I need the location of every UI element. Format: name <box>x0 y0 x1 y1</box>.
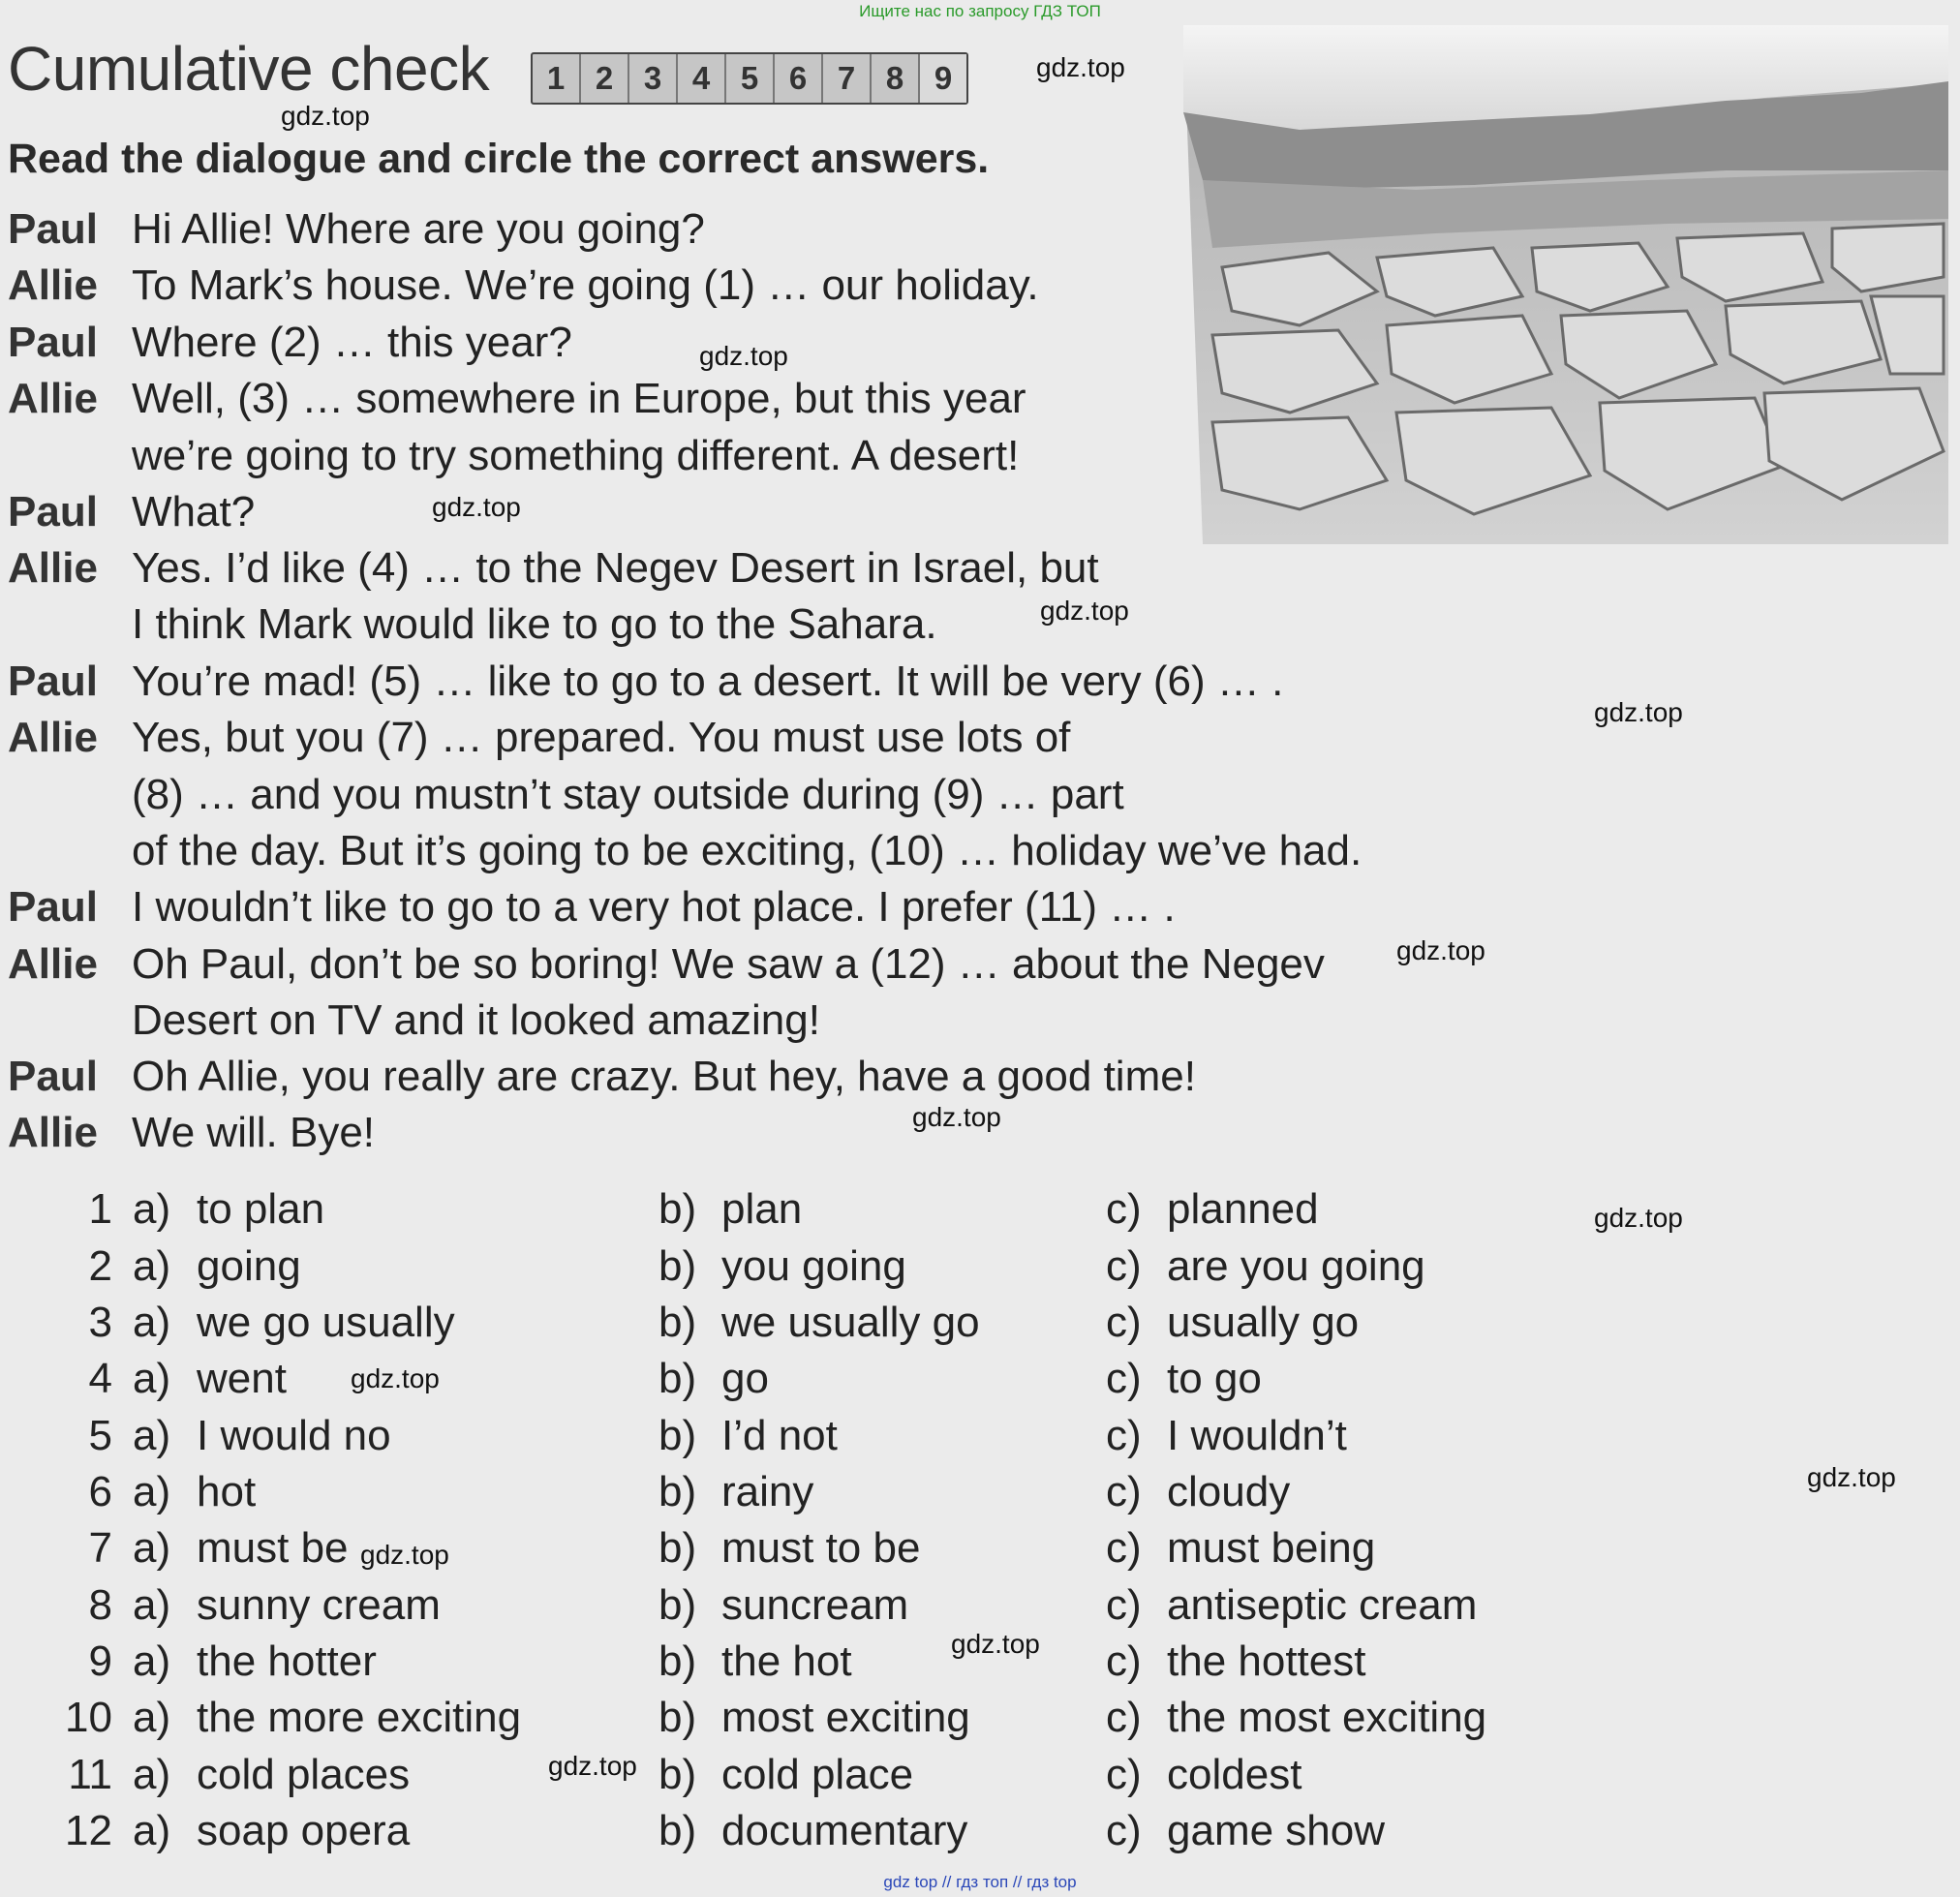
option-a[interactable]: to plan <box>197 1185 325 1233</box>
question-number: 3 <box>88 1299 112 1346</box>
option-letter: c) <box>1106 1242 1142 1290</box>
page-title: Cumulative check <box>8 34 490 104</box>
question-number: 2 <box>88 1242 112 1290</box>
watermark: gdz.top <box>1040 596 1129 626</box>
progress-step: 6 <box>775 54 823 103</box>
option-a[interactable]: sunny cream <box>197 1581 441 1629</box>
question-number: 12 <box>65 1807 112 1854</box>
speaker-name: Allie <box>8 714 98 761</box>
progress-step: 5 <box>726 54 775 103</box>
option-b[interactable]: I’d not <box>721 1412 838 1459</box>
option-letter: b) <box>658 1468 697 1515</box>
watermark: gdz.top <box>432 492 521 522</box>
progress-step: 3 <box>629 54 678 103</box>
dialogue-text: Yes. I’d like (4) … to the Negev Desert in Israel, but <box>132 544 1099 592</box>
watermark: gdz.top <box>1594 1203 1683 1233</box>
option-a[interactable]: the more exciting <box>197 1694 522 1741</box>
option-a[interactable]: we go usually <box>197 1299 455 1346</box>
option-c[interactable]: the most exciting <box>1167 1694 1487 1741</box>
option-a[interactable]: going <box>197 1242 301 1290</box>
option-letter: b) <box>658 1299 697 1346</box>
option-c[interactable]: planned <box>1167 1185 1319 1233</box>
progress-step: 9 <box>920 54 966 103</box>
option-c[interactable]: cloudy <box>1167 1468 1291 1515</box>
dialogue-text: We will. Bye! <box>132 1109 376 1156</box>
option-a[interactable]: hot <box>197 1468 257 1515</box>
option-c[interactable]: to go <box>1167 1355 1262 1402</box>
option-letter: c) <box>1106 1355 1142 1402</box>
progress-step: 1 <box>533 54 581 103</box>
watermark: gdz.top <box>1807 1462 1896 1492</box>
speaker-name: Paul <box>8 1053 98 1100</box>
option-letter: a) <box>133 1412 171 1459</box>
option-a[interactable]: must be <box>197 1524 349 1572</box>
question-number: 9 <box>88 1637 112 1685</box>
option-a[interactable]: soap opera <box>197 1807 411 1854</box>
watermark: gdz.top <box>699 341 788 371</box>
option-letter: c) <box>1106 1468 1142 1515</box>
option-c[interactable]: the hottest <box>1167 1637 1366 1685</box>
option-a[interactable]: the hotter <box>197 1637 377 1685</box>
dialogue-text: Hi Allie! Where are you going? <box>132 205 705 253</box>
option-b[interactable]: suncream <box>721 1581 909 1629</box>
instruction: Read the dialogue and circle the correct answers. <box>8 136 990 182</box>
option-letter: a) <box>133 1807 171 1854</box>
option-letter: c) <box>1106 1524 1142 1572</box>
question-number: 1 <box>88 1185 112 1233</box>
watermark: gdz.top <box>1594 697 1683 727</box>
option-letter: a) <box>133 1694 171 1741</box>
dialogue-text: I think Mark would like to go to the Sahara. <box>132 600 937 648</box>
dialogue-text: To Mark’s house. We’re going (1) … our holiday. <box>132 261 1039 309</box>
option-letter: c) <box>1106 1751 1142 1798</box>
option-b[interactable]: rainy <box>721 1468 814 1515</box>
question-number: 11 <box>68 1751 112 1798</box>
dialogue-text: Yes, but you (7) … prepared. You must use lots of <box>132 714 1071 761</box>
option-letter: b) <box>658 1242 697 1290</box>
option-letter: a) <box>133 1185 171 1233</box>
watermark: gdz.top <box>1396 935 1485 965</box>
option-c[interactable]: must being <box>1167 1524 1376 1572</box>
option-letter: c) <box>1106 1694 1142 1741</box>
speaker-name: Allie <box>8 940 98 988</box>
option-letter: a) <box>133 1299 171 1346</box>
option-letter: c) <box>1106 1807 1142 1854</box>
speaker-name: Allie <box>8 261 98 309</box>
option-b[interactable]: most exciting <box>721 1694 970 1741</box>
watermark: gdz.top <box>951 1629 1040 1659</box>
option-letter: b) <box>658 1807 697 1854</box>
option-a[interactable]: I would no <box>197 1412 391 1459</box>
option-b[interactable]: documentary <box>721 1807 968 1854</box>
option-letter: c) <box>1106 1185 1142 1233</box>
option-letter: a) <box>133 1524 171 1572</box>
watermark: gdz.top <box>360 1540 449 1570</box>
option-letter: c) <box>1106 1299 1142 1346</box>
question-number: 7 <box>88 1524 112 1572</box>
dialogue-text: Desert on TV and it looked amazing! <box>132 996 820 1044</box>
question-number: 4 <box>88 1355 112 1402</box>
progress-step: 4 <box>678 54 726 103</box>
progress-step: 2 <box>581 54 629 103</box>
speaker-name: Paul <box>8 883 98 931</box>
option-b[interactable]: cold place <box>721 1751 914 1798</box>
question-number: 6 <box>88 1468 112 1515</box>
option-b[interactable]: go <box>721 1355 769 1402</box>
option-letter: b) <box>658 1637 697 1685</box>
progress-step: 7 <box>823 54 872 103</box>
progress-step: 8 <box>872 54 920 103</box>
option-letter: a) <box>133 1581 171 1629</box>
top-link[interactable]: Ищите нас по запросу ГДЗ ТОП <box>859 2 1101 20</box>
dialogue-text: Well, (3) … somewhere in Europe, but this year <box>132 375 1026 422</box>
speaker-name: Allie <box>8 1109 98 1156</box>
dialogue-text: (8) … and you mustn’t stay outside during (9) … part <box>132 771 1124 818</box>
option-b[interactable]: the hot <box>721 1637 852 1685</box>
speaker-name: Allie <box>8 544 98 592</box>
option-c[interactable]: are you going <box>1167 1242 1425 1290</box>
dialogue-text: You’re mad! (5) … like to go to a desert. It will be very (6) … . <box>132 658 1284 705</box>
option-letter: b) <box>658 1581 697 1629</box>
option-letter: a) <box>133 1355 171 1402</box>
option-letter: b) <box>658 1355 697 1402</box>
option-b[interactable]: we usually go <box>721 1299 980 1346</box>
option-letter: b) <box>658 1185 697 1233</box>
option-letter: a) <box>133 1637 171 1685</box>
watermark: gdz.top <box>548 1751 637 1781</box>
option-letter: a) <box>133 1468 171 1515</box>
watermark: gdz.top <box>351 1363 440 1393</box>
option-letter: b) <box>658 1694 697 1741</box>
option-letter: c) <box>1106 1637 1142 1685</box>
speaker-name: Paul <box>8 205 98 253</box>
option-c[interactable]: usually go <box>1167 1299 1360 1346</box>
option-b[interactable]: must to be <box>721 1524 921 1572</box>
progress-steps <box>531 52 968 105</box>
dialogue-text: I wouldn’t like to go to a very hot place. I prefer (11) … . <box>132 883 1176 931</box>
option-c[interactable]: coldest <box>1167 1751 1302 1798</box>
option-b[interactable]: plan <box>721 1185 803 1233</box>
dialogue-text: Where (2) … this year? <box>132 319 572 366</box>
dialogue-text: Oh Allie, you really are crazy. But hey, have a good time! <box>132 1053 1196 1100</box>
option-a[interactable]: went <box>197 1355 287 1402</box>
desert-photo-icon <box>1183 25 1948 544</box>
option-a[interactable]: cold places <box>197 1751 411 1798</box>
option-letter: b) <box>658 1412 697 1459</box>
watermark: gdz.top <box>281 101 370 131</box>
dialogue-text: of the day. But it’s going to be exciting, (10) … holiday we’ve had. <box>132 827 1363 874</box>
option-c[interactable]: game show <box>1167 1807 1386 1854</box>
dialogue-text: What? <box>132 488 256 535</box>
speaker-name: Paul <box>8 319 98 366</box>
dialogue-text: Oh Paul, don’t be so boring! We saw a (12) … about the Negev <box>132 940 1325 988</box>
speaker-name: Paul <box>8 658 98 705</box>
bottom-link[interactable]: gdz top // гдз топ // гдз top <box>883 1873 1077 1891</box>
speaker-name: Paul <box>8 488 98 535</box>
speaker-name: Allie <box>8 375 98 422</box>
question-number: 10 <box>65 1694 112 1741</box>
watermark: gdz.top <box>1036 52 1125 82</box>
option-letter: b) <box>658 1524 697 1572</box>
dialogue-text: we’re going to try something different. A desert! <box>132 432 1020 479</box>
option-b[interactable]: you going <box>721 1242 906 1290</box>
option-c[interactable]: I wouldn’t <box>1167 1412 1347 1459</box>
option-letter: b) <box>658 1751 697 1798</box>
question-number: 5 <box>88 1412 112 1459</box>
question-number: 8 <box>88 1581 112 1629</box>
option-letter: a) <box>133 1242 171 1290</box>
option-c[interactable]: antiseptic cream <box>1167 1581 1478 1629</box>
option-letter: a) <box>133 1751 171 1798</box>
option-letter: c) <box>1106 1412 1142 1459</box>
watermark: gdz.top <box>912 1102 1001 1132</box>
option-letter: c) <box>1106 1581 1142 1629</box>
